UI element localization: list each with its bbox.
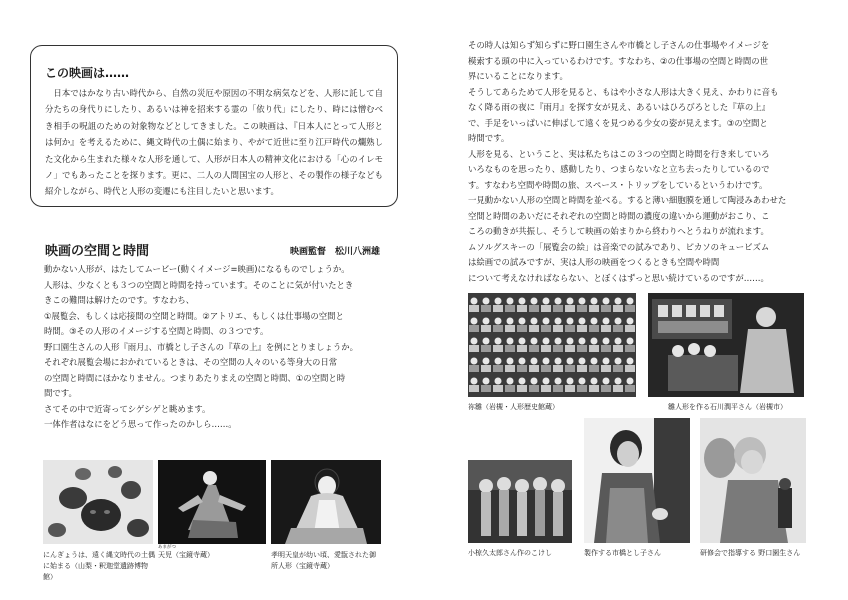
intro-box [30,45,398,207]
section-paragraph: さてその中で近寄ってシゲシゲと眺めます。 [44,403,211,414]
photo-ichihashi [584,418,690,543]
photo-ishikawa [648,293,804,397]
right-paragraph: 空間と時間のあいだにそれぞれの空間と時間の濃度の違いから運動がおこり、こ [468,210,770,221]
section-paragraph: 時間。③その人形のイメージする空間と時間、の３つです。 [44,326,269,336]
photo-dogu [43,460,153,544]
section-byline: 映画監督 松川八洲雄 [289,247,380,257]
right-paragraph: なく降る雨の夜に『雨月』を探す女が見え、あるいはひろびろとした『草の上』 [468,102,771,112]
right-paragraph: 界にいることになります。 [468,71,568,81]
right-paragraph: 模索する頭の中に入っているわけです。すなわち、②の仕事場の空間と時間の世 [468,55,768,66]
right-paragraph: ムソルグスキーの「展覧会の絵」は音楽での試みであり、ピカソのキュービズム [468,241,770,252]
photo-noguchi [700,418,806,543]
caption-line: 所人形（宝鏡寺蔵） [271,562,334,570]
caption-ichihashi: 製作する市橋とし子さん [584,549,661,557]
caption-gosho-doll [271,550,383,572]
caption-line: にんぎょうは、遠く縄文時代の土偶 [43,551,155,559]
photo-kokeshi [468,460,572,543]
right-paragraph: は絵画での試みですが、実は人形の映画をつくるときも空間や時間 [468,257,720,267]
right-paragraph: 時間です。 [468,133,510,143]
right-paragraph: そうしてあらためて人形を見ると、もはや小さな人形は大きく見え、かわりに音も [468,86,779,97]
section-paragraph: 間です。 [44,388,77,398]
section-paragraph: の空間と時間にほかなりません。つまりあたりまえの空間と時間、①の空間と時 [44,372,346,383]
caption-line: に始まる（山梨・釈迦堂遺跡博物館） [43,562,148,581]
photo-amagatsu [158,460,266,544]
right-paragraph: について考えなければならない、とぼくはずっと思い続けているのですが……。 [468,272,769,283]
section-paragraph: 一体作者はなにをどう思って作ったのかしら……。 [44,419,237,429]
caption-dogu [43,550,158,583]
right-body [468,38,808,286]
photo-hina-dolls [468,293,636,397]
caption-amagatsu: 天児（宝鏡寺蔵） [158,551,214,559]
right-paragraph: ころの動きが共振し、そうして映画の始まりから終わりへとうねりが流れます。 [468,226,769,236]
caption-ruby: あまがつ [158,545,176,550]
right-paragraph: いろなものを思ったり、感動したり、つまらないなと立ち去ったりしているので [468,164,770,174]
right-paragraph: その時人は知らず知らずに野口園生さんや市橋とし子さんの仕事場やイメージを [468,40,770,50]
section-paragraph: きこの難問は解けたのです。すなわち、 [44,295,195,305]
section-paragraph: ①展覧会、もしくは応接間の空間と時間。②アトリエ、もしくは仕事場の空間と [44,310,344,321]
section-paragraph: 野口園生さんの人形『雨月』、市橋とし子さんの『草の上』を例にとりましょうか。 [44,341,359,352]
photo-gosho-doll [271,460,381,544]
caption-line: 孝明天皇が幼い頃、愛翫された御 [271,551,376,559]
section-header [45,240,380,258]
right-paragraph: 一見動かない人形の空間と時間を並べる。すると薄い細胞膜を通して陶浸みあわせた [468,195,787,205]
caption-kokeshi: 小椋久太郎さん作のこけし [468,549,552,557]
section-paragraph: それぞれ展覧会場におかれているときは、その空間の人々のいる等身大の日常 [44,357,338,367]
section-paragraph: 人形は、少なくとも３つの空間と時間を持っています。そのことに気が付いたとき [44,279,354,290]
right-paragraph: 人形を見る、ということ、実は私たちはこの３つの空間と時間を行き来していろ [468,148,770,159]
caption-hina-dolls: 祢雛（岩槻・人形歴史館蔵） [468,403,559,411]
caption-noguchi: 研修会で指導する 野口園生さん [700,549,801,557]
intro-title: この映画は…… [45,66,130,80]
intro-body: 日本ではかなり古い時代から、自然の災厄や原因の不明な病気などを、人形に託して自分たちの身代りにしたり、あるいは神を招来する霊の「依り代」にしたり、時には憎むべき相手の呪詛のための対象物などとしてきました。この映画は、『日本人にとって人形とは何か』を考えるために、縄文時代の土偶に始まり、やがて近世に至り江戸時代の爛熟した文化から生まれた様々な人形を通して、人形が日本人の精神文化における「心のイレモノ」でもあったことを探ります。更に、二人の人間国宝の人形と、その製作の様子なども紹介しながら、時代と人形の変遷にも注目したいと思います。 [45,88,383,197]
section-title: 映画の空間と時間 [45,244,150,259]
right-paragraph: で、手足をいっぱいに伸ばして遠くを見つめる少女の姿が見えます。③の空間と [468,117,768,128]
section-paragraph: 動かない人形が、はたしてムービー(動くイメージ=映画)になるものでしょうか。 [44,264,350,274]
right-page [424,0,848,600]
section-body [44,262,382,433]
right-paragraph: す。すなわち空間や時間の旅、スペース・トリップをしているというわけです。 [468,179,768,190]
caption-ishikawa: 雛人形を作る石川潤平さん（岩槻市） [668,403,787,411]
